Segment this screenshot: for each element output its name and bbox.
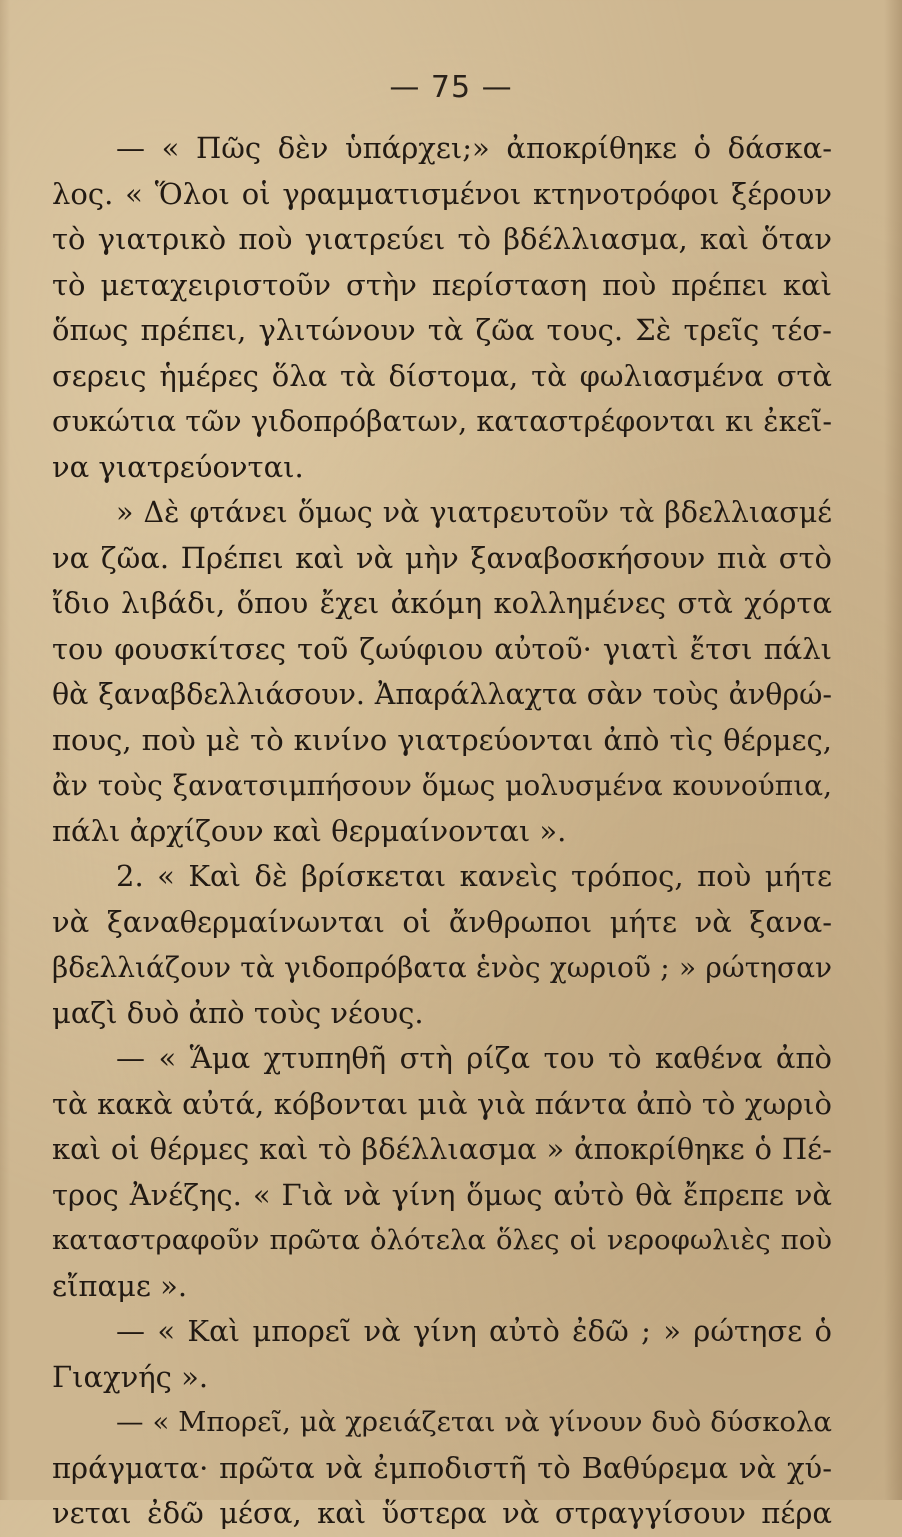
text-line: πους, ποὺ μὲ τὸ κινίνο γιατρεύονται ἀπὸ τὶς θέρμες, <box>52 722 832 757</box>
text-line: να ζῶα. Πρέπει καὶ νὰ μὴν ξαναβοσκήσουν πιὰ στὸ <box>52 540 832 575</box>
text-line: του φουσκίτσες τοῦ ζωύφιου αὐτοῦ· γιατὶ ἔτσι πάλι <box>52 631 832 666</box>
body-text <box>52 126 832 1537</box>
text-line: — « Πῶς δὲν ὑπάρχει;» ἀποκρίθηκε ὁ δάσκα- <box>116 131 832 165</box>
text-line: — « Καὶ μπορεῖ νὰ γίνη αὐτὸ ἐδῶ ; » ρώτησε ὁ <box>116 1314 832 1348</box>
text-line: εἴπαμε ». <box>52 1268 188 1303</box>
text-line: λος. « Ὅλοι οἱ γραμματισμένοι κτηνοτρόφοι ξέρουν <box>52 176 832 211</box>
text-line: σερεις ἡμέρες ὅλα τὰ δίστομα, τὰ φωλιασμένα στὰ <box>52 358 832 393</box>
text-line: νὰ ξαναθερμαίνωνται οἱ ἄνθρωποι μήτε νὰ ξανα- <box>52 904 832 939</box>
page-edge-shadow-right <box>884 0 902 1500</box>
text-line: μαζὶ δυὸ ἀπὸ τοὺς νέους. <box>52 995 424 1030</box>
text-line: καταστραφοῦν πρῶτα ὁλότελα ὅλες οἱ νεροφωλιὲς ποὺ <box>52 1224 832 1256</box>
text-line: ἂν τοὺς ξανατσιμπήσουν ὅμως μολυσμένα κουνούπια, <box>52 769 832 802</box>
text-line: τρος Ἀνέζης. « Γιὰ νὰ γίνη ὅμως αὐτὸ θὰ ἔπρεπε νὰ <box>52 1177 832 1212</box>
text-line: τὸ γιατρικὸ ποὺ γιατρεύει τὸ βδέλλιασμα, καὶ ὅταν <box>52 222 832 256</box>
page-number: — 75 — <box>389 70 513 105</box>
text-line: Γιαχνής ». <box>52 1359 209 1394</box>
text-line: ὅπως πρέπει, γλιτώνουν τὰ ζῶα τους. Σὲ τρεῖς τέσ- <box>52 313 832 347</box>
text-line: πράγματα· πρῶτα νὰ ἐμποδιστῆ τὸ Βαθύρεμα νὰ χύ- <box>52 1450 832 1485</box>
text-line: — « Μπορεῖ, μὰ χρειάζεται νὰ γίνουν δυὸ δύσκολα <box>116 1406 832 1438</box>
text-line: συκώτια τῶν γιδοπρόβατων, καταστρέφονται κι ἐκεῖ- <box>52 405 832 438</box>
text-line: θὰ ξαναβδελλιάσουν. Ἀπαράλλαχτα σὰν τοὺς ἀνθρώ- <box>52 678 832 711</box>
text-line: τὸ μεταχειριστοῦν στὴν περίσταση ποὺ πρέπει καὶ <box>52 267 832 302</box>
text-line: καὶ οἱ θέρμες καὶ τὸ βδέλλιασμα » ἀποκρίθηκε ὁ Πέ- <box>52 1132 832 1166</box>
text-line: 2. « Καὶ δὲ βρίσκεται κανεὶς τρόπος, ποὺ μήτε <box>116 859 832 893</box>
text-line: ἴδιο λιβάδι, ὅπου ἔχει ἀκόμη κολλημένες στὰ χόρτα <box>52 586 832 620</box>
page-edge-shadow-left <box>0 0 10 1500</box>
text-line: βδελλιάζουν τὰ γιδοπρόβατα ἑνὸς χωριοῦ ; » ρώτησαν <box>52 951 832 984</box>
text-line: — « Ἅμα χτυπηθῆ στὴ ρίζα του τὸ καθένα ἀπὸ <box>116 1041 832 1075</box>
text-line: πάλι ἀρχίζουν καὶ θερμαίνονται ». <box>52 813 567 848</box>
text-line: νεται ἐδῶ μέσα, καὶ ὕστερα νὰ στραγγίσουν πέρα <box>52 1496 832 1530</box>
text-line: τὰ κακὰ αὐτά, κόβονται μιὰ γιὰ πάντα ἀπὸ τὸ χωριὸ <box>52 1086 832 1121</box>
text-line: » Δὲ φτάνει ὅμως νὰ γιατρευτοῦν τὰ βδελλιασμέ <box>116 496 832 529</box>
text-line: να γιατρεύονται. <box>52 449 304 484</box>
